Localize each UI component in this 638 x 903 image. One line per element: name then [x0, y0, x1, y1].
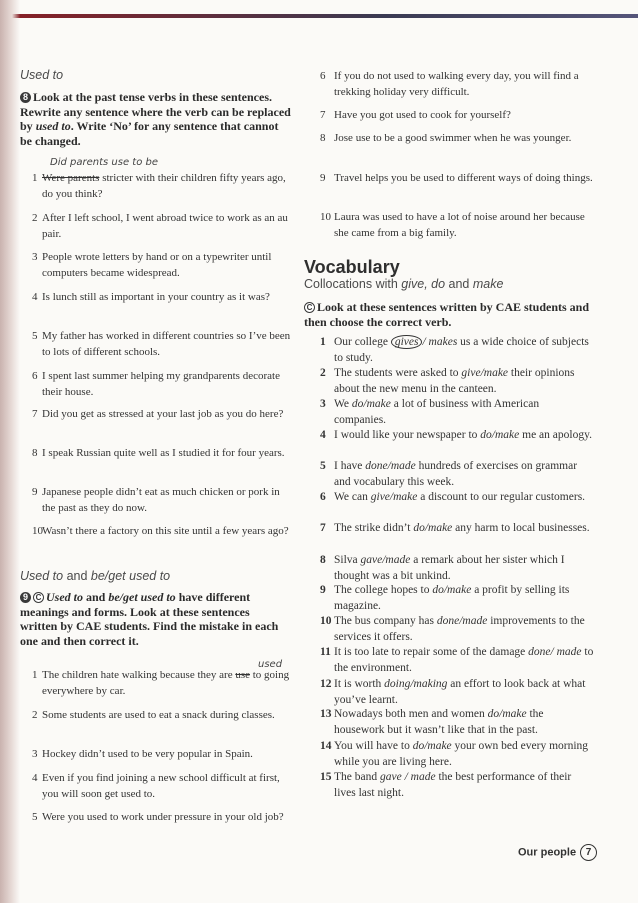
verb-options: gave / made [379, 771, 436, 783]
list-item [320, 130, 594, 146]
item-text [320, 396, 594, 428]
cae-icon: C [304, 302, 315, 313]
verb-options: / makes [422, 336, 458, 348]
verb-options: gave/made [360, 554, 411, 566]
item-text-post: the housework but it wasn’t like that in the past. [334, 708, 544, 736]
vocab-exercise-instruction: C Look at these sentences written by CAE students and then choose the correct verb. [304, 300, 590, 329]
list-item [320, 365, 594, 397]
item-text: If you do not used to walking every day, you will find a trekking holiday very difficult. [334, 70, 579, 98]
item-number: 6 [320, 70, 326, 82]
item-text-post: an effort to look back at what you’ve learnt. [334, 678, 586, 706]
list-item [32, 445, 294, 461]
list-item [320, 427, 594, 443]
item-text [320, 489, 594, 505]
list-item [32, 770, 294, 802]
item-text: I speak Russian quite well as I studied it for four years. [42, 447, 285, 459]
item-text: Some students are used to eat a snack during classes. [42, 709, 275, 721]
item-text [32, 170, 294, 202]
item-text-rest: stricter with their children fifty years ago, do you think? [42, 172, 286, 200]
item-number: 2 [32, 212, 38, 224]
vocabulary-title: Vocabulary [304, 257, 400, 277]
vocabulary-subtitle: Collocations with give, do and make [304, 277, 504, 291]
item-text: After I left school, I went abroad twice to work as an au pair. [42, 212, 288, 240]
item-number: 7 [320, 109, 326, 121]
list-item [320, 209, 594, 241]
item-text: Wasn’t there a factory on this site until a few years ago? [42, 525, 289, 537]
item-text-post: any harm to local businesses. [452, 522, 590, 534]
page-spine-shadow [0, 0, 20, 903]
item-number: 10 [320, 211, 331, 223]
item-text: My father has worked in different countries so I’ve been to lots of different schools. [42, 330, 291, 358]
item-text [320, 365, 594, 397]
item-text-pre: We can [334, 491, 371, 503]
verb-options: give/make [461, 367, 509, 379]
struck-text: use [235, 669, 250, 681]
list-item [320, 552, 594, 584]
item-text-pre: Nowadays both men and women [334, 708, 488, 720]
list-item [320, 738, 594, 770]
item-number: 12 [320, 678, 332, 690]
item-number: 6 [32, 370, 38, 382]
item-number: 1 [32, 172, 38, 184]
item-number: 5 [32, 330, 38, 342]
list-item [320, 582, 594, 614]
item-text-post: the best performance of their lives last night. [334, 771, 572, 799]
verb-options: do/make [412, 740, 452, 752]
item-text: Laura was used to have a lot of noise around her because she came from a big family. [334, 211, 585, 239]
footer-label: Our people [518, 846, 577, 859]
item-number: 13 [320, 708, 332, 720]
item-text-pre: It is worth [334, 678, 385, 690]
list-item [320, 458, 594, 490]
exercise-9-badge: 9 [20, 592, 31, 603]
item-text: Hockey didn’t used to be very popular in Spain. [42, 748, 253, 760]
verb-options: done/made [365, 460, 416, 472]
list-item [32, 170, 294, 202]
item-number: 4 [32, 772, 38, 784]
verb-options: do/make [480, 429, 520, 441]
verb-options: do/make [413, 522, 453, 534]
item-number: 1 [320, 336, 326, 348]
item-text [320, 520, 594, 536]
list-item [32, 707, 294, 723]
item-number: 6 [320, 491, 326, 503]
item-number: 4 [320, 429, 326, 441]
item-number: 10 [32, 525, 43, 537]
item-number: 9 [320, 584, 326, 596]
item-text-pre: It is too late to repair some of the damage [334, 646, 529, 658]
verb-options: give/make [370, 491, 418, 503]
item-text [320, 582, 594, 614]
item-number: 8 [32, 447, 38, 459]
item-number: 9 [320, 172, 326, 184]
item-text: Even if you find joining a new school difficult at first, you will soon get used to. [42, 772, 280, 800]
item-text: I spent last summer helping my grandparents decorate their house. [42, 370, 280, 398]
cae-icon: C [33, 592, 44, 603]
item-number: 10 [320, 615, 332, 627]
item-text-post: a remark about her sister which I thought was a bit unkind. [334, 554, 565, 582]
item-number: 3 [32, 251, 38, 263]
list-item [32, 406, 294, 422]
item-text [320, 676, 594, 708]
item-text-post: to the environment. [334, 646, 594, 674]
item-text-post: a discount to our regular customers. [417, 491, 586, 503]
item-text [32, 667, 294, 699]
item-number: 3 [320, 398, 326, 410]
item-number: 2 [320, 367, 326, 379]
circled-answer: gives [391, 335, 423, 349]
top-rule [0, 14, 638, 18]
list-item [320, 706, 594, 738]
item-text: Have you got used to cook for yourself? [334, 109, 511, 121]
item-text-pre: The children hate walking because they are [42, 669, 236, 681]
item-text-pre: I would like your newspaper to [334, 429, 481, 441]
item-text-post: a lot of business with American companies. [334, 398, 540, 426]
list-item [32, 667, 294, 699]
handwritten-used: used [258, 659, 283, 670]
item-text-pre: Our college [334, 336, 391, 348]
item-text [320, 458, 594, 490]
item-number: 2 [32, 709, 38, 721]
item-text: Is lunch still as important in your country as it was? [42, 291, 270, 303]
item-text-pre: Silva [334, 554, 361, 566]
list-item [32, 809, 294, 825]
list-item [32, 746, 294, 762]
list-item [320, 68, 594, 100]
item-number: 7 [320, 522, 326, 534]
item-text: Were you used to work under pressure in your old job? [42, 811, 284, 823]
item-text-pre: I have [334, 460, 366, 472]
item-number: 9 [32, 486, 38, 498]
item-text-post: their opinions about the new menu in the canteen. [334, 367, 575, 395]
item-number: 5 [32, 811, 38, 823]
item-number: 8 [320, 132, 326, 144]
item-text: Jose use to be a good swimmer when he was younger. [334, 132, 572, 144]
list-item [320, 170, 594, 186]
item-text-pre: We [334, 398, 352, 410]
exercise-9-instruction: 9 C Used to and be/get used to have different meanings and forms. Look at these sentences written by CAE students. Find the mistake in each one and then correct it. [20, 590, 279, 648]
verb-options: done/ made [528, 646, 582, 658]
item-text-pre: The college hopes to [334, 584, 433, 596]
item-text-pre: The bus company has [334, 615, 437, 627]
item-number: 3 [32, 748, 38, 760]
list-item [32, 289, 294, 305]
item-text-post: improvements to the services it offers. [334, 615, 585, 643]
item-text-post: hundreds of exercises on grammar and vocabulary this week. [334, 460, 578, 488]
item-text: People wrote letters by hand or on a typewriter until computers became widespread. [42, 251, 272, 279]
item-number: 11 [320, 646, 331, 658]
item-text [320, 769, 594, 801]
section-heading-be-get-used-to: Used to and be/get used to [20, 569, 171, 583]
item-text [320, 427, 594, 443]
item-text-post: a profit by selling its magazine. [334, 584, 570, 612]
item-text [320, 334, 594, 366]
struck-text: Were parents [42, 172, 100, 184]
list-item [32, 484, 294, 516]
item-text: Japanese people didn’t eat as much chicken or pork in the past as they do now. [42, 486, 280, 514]
list-item [32, 249, 294, 281]
item-text [320, 552, 594, 584]
item-text-post: your own bed every morning while you are living here. [334, 740, 589, 768]
list-item [320, 107, 594, 123]
item-text: Did you get as stressed at your last job as you do here? [42, 408, 284, 420]
item-number: 4 [32, 291, 38, 303]
item-number: 14 [320, 740, 332, 752]
list-item [320, 396, 594, 428]
item-text-pre: You will have to [334, 740, 413, 752]
verb-options: do/make [432, 584, 472, 596]
item-text [320, 613, 594, 645]
page-footer [518, 844, 597, 861]
list-item [320, 489, 594, 505]
exercise-8-instruction: 8 Look at the past tense verbs in these sentences. Rewrite any sentence where the verb can be replaced by used to. Write ‘No’ for any sentence that cannot be changed. [20, 90, 291, 148]
list-item [32, 368, 294, 400]
list-item [32, 328, 294, 360]
item-text-post: me an apology. [519, 429, 592, 441]
handwritten-correction: Did parents use to be [50, 157, 158, 168]
list-item [320, 334, 594, 366]
verb-options: done/made [436, 615, 488, 627]
item-number: 8 [320, 554, 326, 566]
list-item [320, 769, 594, 801]
exercise-8-badge: 8 [20, 92, 31, 103]
item-text [320, 738, 594, 770]
item-text-post: to going everywhere by car. [42, 669, 290, 697]
list-item [32, 210, 294, 242]
list-item [320, 520, 594, 536]
page-number: 7 [580, 844, 597, 861]
item-text [320, 706, 594, 738]
section-heading-used-to: Used to [20, 68, 64, 82]
item-number: 1 [32, 669, 38, 681]
verb-options: doing/making [384, 678, 448, 690]
item-text-pre: The band [334, 771, 380, 783]
item-number: 15 [320, 771, 332, 783]
verb-options: do/make [351, 398, 391, 410]
item-number: 7 [32, 408, 38, 420]
item-text-pre: The students were asked to [334, 367, 462, 379]
item-number: 5 [320, 460, 326, 472]
list-item [320, 644, 594, 676]
list-item [320, 613, 594, 645]
item-text: Travel helps you be used to different ways of doing things. [334, 172, 593, 184]
list-item [32, 523, 294, 539]
item-text-post: us a wide choice of subjects to study. [334, 336, 589, 364]
item-text [320, 644, 594, 676]
item-text-pre: The strike didn’t [334, 522, 414, 534]
verb-options: do/make [487, 708, 527, 720]
list-item [320, 676, 594, 708]
